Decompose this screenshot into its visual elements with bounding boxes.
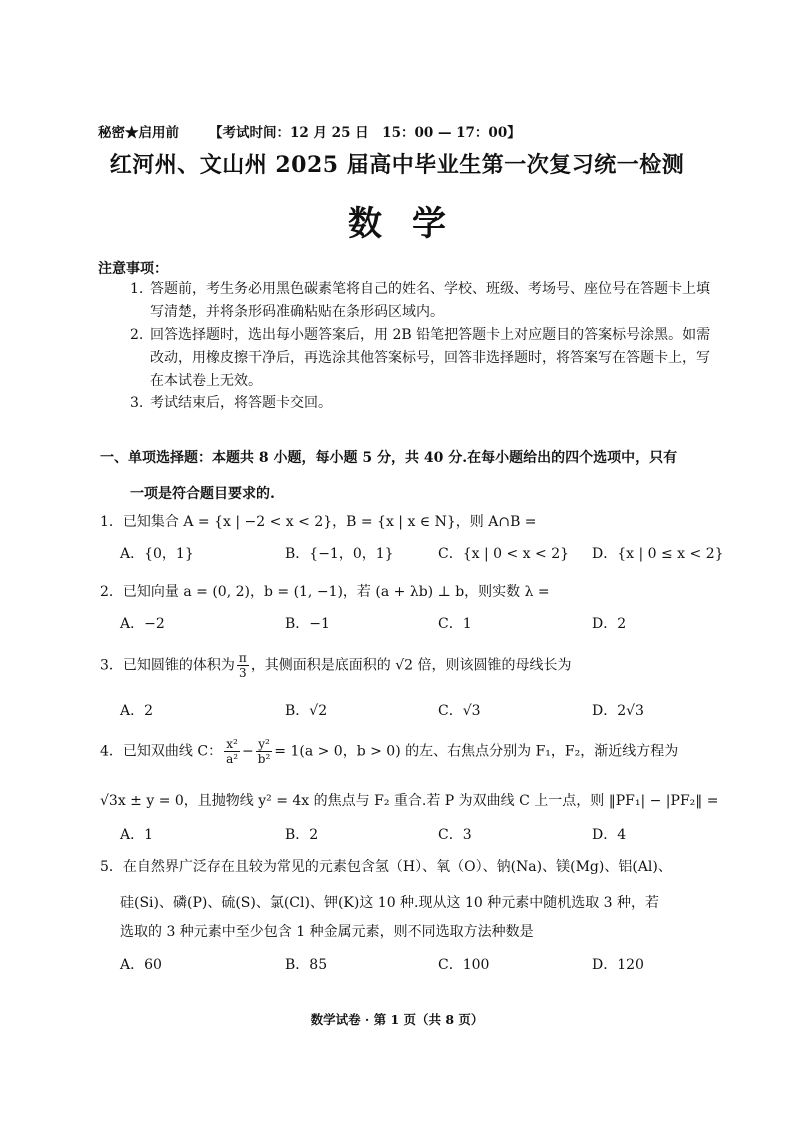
- question-4-line-2: √3x ± y = 0，且抛物线 y² = 4x 的焦点与 F₂ 重合.若 P 为双曲线 C 上一点，则 ‖PF₁| − |PF₂‖ =: [100, 793, 719, 809]
- fraction-numerator: y²: [256, 737, 273, 752]
- fraction-x2-over-a2: [224, 737, 240, 766]
- option-b: B．√2: [285, 703, 328, 719]
- option-d: D．120: [592, 957, 644, 973]
- exam-time: 【考试时间：12 月 25 日 15：00 — 17：00】: [209, 125, 521, 141]
- option-c: C．{x | 0 < x < 2}: [438, 546, 570, 562]
- question-1-stem: 1．已知集合 A = {x | −2 < x < 2}，B = {x | x ∈ N}，则 A∩B =: [100, 514, 537, 530]
- note-text: 回答选择题时，选出每小题答案后，用 2B 铅笔把答题卡上对应题目的答案标号涂黑。如需改动，用橡皮擦干净后，再选涂其他答案标号，回答非选择题时，将答案写在答题卡上，写在本试卷上无效。: [150, 327, 711, 389]
- notes-heading: 注意事项：: [98, 261, 168, 277]
- fraction-y2-over-b2: [256, 737, 273, 766]
- fraction-denominator: 3: [239, 666, 247, 680]
- question-3-options: [120, 700, 730, 720]
- option-a: A．−2: [120, 616, 165, 632]
- question-3-stem: [100, 651, 730, 680]
- question-4-stem: [100, 737, 730, 766]
- fraction-denominator: b²: [257, 752, 271, 766]
- section-line-1: 一、单项选择题：本题共 8 小题，每小题 5 分，共 40 分.在每小题给出的四个选项中，只有: [100, 450, 678, 466]
- subject-title: 数学: [348, 204, 476, 244]
- option-b: B．{−1，0，1}: [285, 546, 394, 562]
- option-c: C．3: [438, 827, 472, 843]
- fraction-numerator: π: [238, 651, 247, 665]
- option-a: A．1: [120, 827, 154, 843]
- note-item: [130, 392, 720, 415]
- section-line-2: 一项是符合题目要求的.: [130, 486, 275, 502]
- question-5-line-3: 选取的 3 种元素中至少包含 1 种金属元素，则不同选取方法种数是: [120, 924, 534, 940]
- question-2-stem: 2．已知向量 a = (0, 2)，b = (1, −1)，若 (a + λb) ⊥ b，则实数 λ =: [100, 584, 550, 600]
- minus-sign: −: [242, 743, 254, 760]
- note-text: 答题前，考生务必用黑色碳素笔将自己的姓名、学校、班级、考场号、座位号在答题卡上填写清楚，并将条形码准确粘贴在条形码区域内。: [150, 281, 710, 320]
- question-4-stem-start: 4．已知双曲线 C：: [100, 743, 223, 760]
- question-4-options: [120, 824, 730, 844]
- option-a: A．2: [120, 703, 154, 719]
- option-d: D．{x | 0 ≤ x < 2}: [592, 546, 724, 562]
- option-d: D．4: [592, 827, 627, 843]
- note-number: 2.: [130, 327, 144, 343]
- fraction-pi-over-3: [237, 651, 249, 680]
- option-d: D．2√3: [592, 703, 644, 719]
- option-d: D．2: [592, 616, 627, 632]
- option-c: C．√3: [438, 703, 481, 719]
- option-a: A．60: [120, 957, 162, 973]
- note-item: [130, 324, 720, 393]
- question-3-stem-start: 3．已知圆锥的体积为: [100, 657, 235, 674]
- fraction-numerator: x²: [224, 737, 240, 752]
- note-text: 考试结束后，将答题卡交回。: [150, 395, 332, 411]
- option-c: C．100: [438, 957, 490, 973]
- page-footer: 数学试卷 · 第 1 页（共 8 页）: [310, 1012, 484, 1027]
- option-b: B．−1: [285, 616, 330, 632]
- question-5-options: [120, 954, 730, 974]
- exam-title: 红河州、文山州 2025 届高中毕业生第一次复习统一检测: [109, 152, 685, 178]
- option-a: A．{0，1}: [120, 546, 194, 562]
- question-4-stem-end: = 1(a > 0，b > 0) 的左、右焦点分别为 F₁，F₂，渐近线方程为: [274, 743, 679, 760]
- fraction-denominator: a²: [226, 752, 239, 766]
- note-item: [130, 278, 720, 324]
- question-1-options: [120, 543, 730, 563]
- question-5-line-2: 硅(Si)、磷(P)、硫(S)、氯(Cl)、钾(K)这 10 种.现从这 10 种元素中随机选取 3 种，若: [120, 895, 660, 911]
- note-number: 1.: [130, 281, 144, 297]
- exam-header: [98, 121, 521, 141]
- option-b: B．2: [285, 827, 319, 843]
- option-b: B．85: [285, 957, 328, 973]
- question-3-stem-end: ，其侧面积是底面积的 √2 倍，则该圆锥的母线长为: [250, 657, 572, 674]
- question-2-options: [120, 613, 730, 633]
- secret-label: 秘密★启用前: [98, 125, 179, 141]
- note-number: 3.: [130, 395, 144, 411]
- section-heading: [100, 440, 720, 512]
- question-5-line-1: 5．在自然界广泛存在且较为常见的元素包含氢（H）、氧（O）、钠(Na)、镁(Mg)、铝(Al)、: [100, 859, 672, 875]
- option-c: C．1: [438, 616, 472, 632]
